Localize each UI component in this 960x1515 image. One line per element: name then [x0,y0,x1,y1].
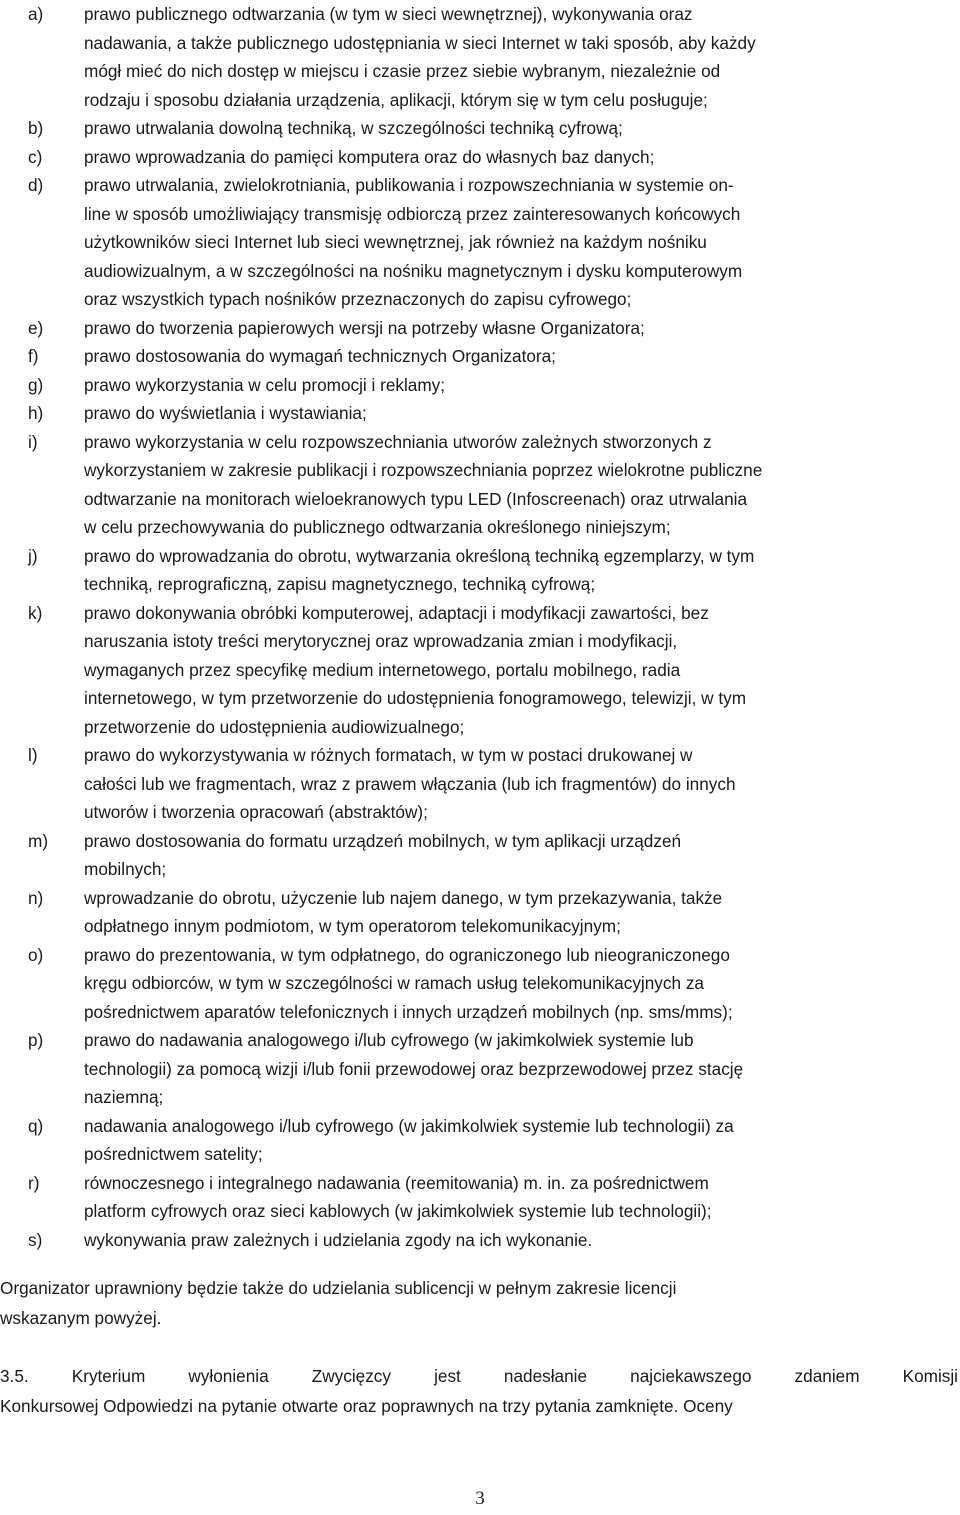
list-item-line: przetworzenie do udostępnienia audiowizualnego; [84,716,465,737]
list-item-line: prawo dostosowania do wymagań technicznych Organizatora; [84,346,556,366]
list-item-line: techniką, reprograficzną, zapisu magnetycznego, techniką cyfrową; [84,574,596,594]
list-item [28,1226,958,1255]
list-item-line: rodzaju i sposobu działania urządzenia, aplikacji, którym się w tym celu posługuje; [84,89,708,110]
list-item-line: odtwarzanie na monitorach wieloekranowych typu LED (Infoscreenach) oraz utrwalania [84,488,748,509]
list-item-line: prawo do prezentowania, w tym odpłatnego, do ograniczonego lub nieograniczonego [84,944,730,965]
list-item-label: o) [28,944,44,965]
list-item-line: nadawania, a także publicznego udostępniania w sieci Internet w taki sposób, aby każdy [84,32,756,53]
list-item-label: m) [28,830,49,851]
list-item-line: mógł mieć do nich dostęp w miejscu i czasie przez siebie wybranym, niezależnie od [84,61,721,81]
list-item [28,599,958,742]
list-item [28,1026,958,1112]
list-item-line: prawo wprowadzania do pamięci komputera oraz do własnych baz danych; [84,146,655,167]
list-item [28,941,958,1027]
list-item [28,542,958,599]
list-item-label: f) [28,346,39,366]
list-item-label: n) [28,887,44,908]
paragraph-line: 3.5. Kryterium wyłonienia Zwycięzcy jest nadesłanie najciekawszego zdaniem Komisji [0,1366,958,1386]
list-item-line: wprowadzanie do obrotu, użyczenie lub najem danego, w tym przekazywania, także [84,887,723,908]
list-item-line: platform cyfrowych oraz sieci kablowych (w jakimkolwiek systemie lub technologii); [84,1201,712,1221]
list-item-line: użytkowników sieci Internet lub sieci wewnętrznej, jak również na każdym nośniku [84,232,707,252]
list-item-label: k) [28,602,43,623]
list-item [28,741,958,827]
sublicense-paragraph [0,1273,958,1333]
list-item-line: kręgu odbiorców, w tym w szczególności w ramach usług telekomunikacyjnych za [84,973,704,993]
list-item-label: s) [28,1229,43,1250]
list-item-line: prawo wykorzystania w celu promocji i reklamy; [84,374,446,395]
list-item-line: wykonywania praw zależnych i udzielania zgody na ich wykonanie. [84,1229,593,1250]
list-item-line: pośrednictwem aparatów telefonicznych i innych urządzeń mobilnych (np. sms/mms); [84,1001,733,1022]
list-item-label: r) [28,1172,40,1193]
list-item-line: w celu przechowywania do publicznego odtwarzania określonego niniejszym; [84,517,671,537]
list-item-label: a) [28,4,44,24]
section-3-5-paragraph [0,1361,958,1421]
list-item-label: l) [28,745,38,765]
list-item [28,143,958,172]
list-item-label: b) [28,118,44,138]
list-item-label: p) [28,1030,44,1050]
paragraph-line: wskazanym powyżej. [0,1308,162,1328]
rights-list [28,0,958,1254]
list-item-line: prawo utrwalania, zwielokrotniania, publikowania i rozpowszechniania w systemie on- [84,175,734,195]
list-item [28,399,958,428]
list-item-line: line w sposób umożliwiający transmisję odbiorczą przez zainteresowanych końcowych [84,203,741,224]
list-item-line: utworów i tworzenia opracowań (abstraktów); [84,802,428,822]
list-item [28,371,958,400]
list-item [28,114,958,143]
list-item [28,428,958,542]
list-item-line: nadawania analogowego i/lub cyfrowego (w jakimkolwiek systemie lub technologii) za [84,1115,734,1136]
list-item [28,342,958,371]
list-item-line: równoczesnego i integralnego nadawania (reemitowania) m. in. za pośrednictwem [84,1172,709,1193]
list-item-line: całości lub we fragmentach, wraz z prawem włączania (lub ich fragmentów) do innych [84,773,736,794]
page-number: 3 [475,1488,485,1509]
list-item [28,171,958,314]
list-item-line: odpłatnego innym podmiotom, w tym operatorom telekomunikacyjnym; [84,916,621,936]
list-item [28,314,958,343]
list-item-label: g) [28,374,44,395]
list-item [28,1169,958,1226]
list-item-line: audiowizualnym, a w szczególności na nośniku magnetycznym i dysku komputerowym [84,260,743,281]
paragraph-line: Organizator uprawniony będzie także do udzielania sublicencji w pełnym zakresie licencji [0,1278,677,1298]
list-item-line: naziemną; [84,1087,164,1107]
list-item [28,827,958,884]
list-item-label: j) [28,545,38,566]
list-item-line: mobilnych; [84,859,167,879]
list-item-line: oraz wszystkich typach nośników przeznaczonych do zapisu cyfrowego; [84,289,632,309]
list-item-line: internetowego, w tym przetworzenie do udostępnienia fonogramowego, telewizji, w tym [84,688,747,708]
list-item-label: h) [28,403,44,423]
list-item-label: i) [28,431,38,452]
list-item-line: prawo wykorzystania w celu rozpowszechniania utworów zależnych stworzonych z [84,431,712,452]
list-item-line: prawo do wprowadzania do obrotu, wytwarzania określoną techniką egzemplarzy, w tym [84,545,755,566]
list-item-label: e) [28,317,44,338]
list-item-line: pośrednictwem satelity; [84,1144,263,1164]
list-item-label: d) [28,175,44,195]
paragraph-line: Konkursowej Odpowiedzi na pytanie otwarte oraz poprawnych na trzy pytania zamknięte. Oceny [0,1396,733,1416]
list-item-label: c) [28,146,43,167]
list-item-line: prawo do wykorzystywania w różnych formatach, w tym w postaci drukowanej w [84,745,693,765]
list-item-line: prawo do nadawania analogowego i/lub cyfrowego (w jakimkolwiek systemie lub [84,1030,694,1050]
list-item-line: wykorzystaniem w zakresie publikacji i rozpowszechniania poprzez wielokrotne publiczne [84,460,763,480]
list-item-label: q) [28,1115,44,1136]
list-item [28,884,958,941]
list-item-line: technologii) za pomocą wizji i/lub fonii przewodowej oraz bezprzewodowej przez stację [84,1058,744,1079]
list-item-line: prawo utrwalania dowolną techniką, w szczególności techniką cyfrową; [84,118,623,138]
list-item-line: prawo do tworzenia papierowych wersji na potrzeby własne Organizatora; [84,317,645,338]
list-item-line: prawo publicznego odtwarzania (w tym w sieci wewnętrznej), wykonywania oraz [84,4,693,24]
list-item [28,0,958,114]
list-item [28,1112,958,1169]
list-item-line: wymaganych przez specyfikę medium internetowego, portalu mobilnego, radia [84,659,681,680]
list-item-line: naruszania istoty treści merytorycznej oraz wprowadzania zmian i modyfikacji, [84,631,678,651]
list-item-line: prawo do wyświetlania i wystawiania; [84,403,367,423]
list-item-line: prawo dostosowania do formatu urządzeń mobilnych, w tym aplikacji urządzeń [84,830,682,851]
list-item-line: prawo dokonywania obróbki komputerowej, adaptacji i modyfikacji zawartości, bez [84,602,709,623]
